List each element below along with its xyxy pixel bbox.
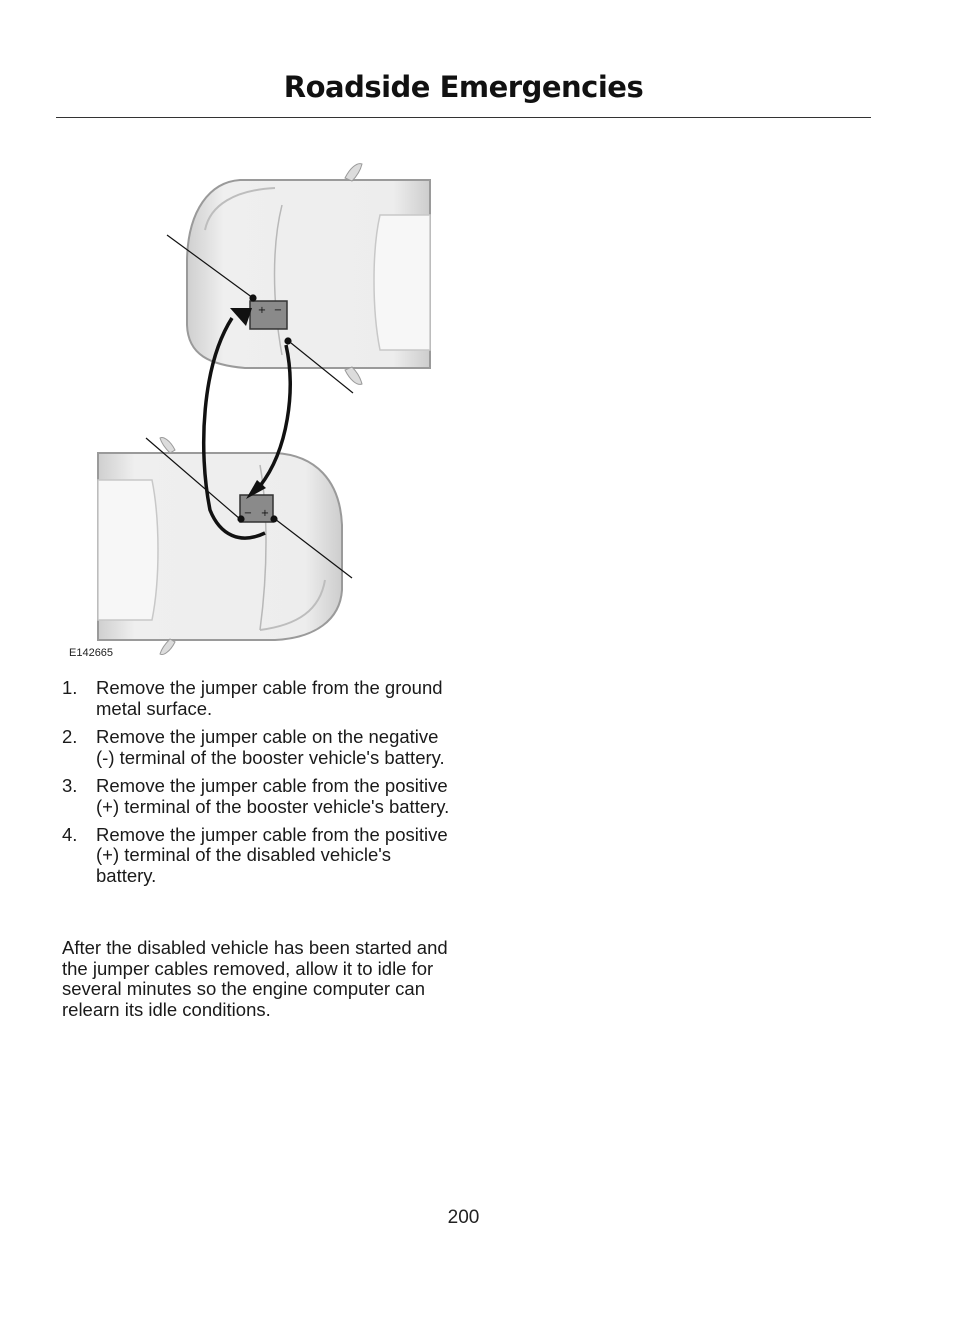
booster-vehicle-battery: [240, 495, 273, 522]
jump-start-diagram: [60, 150, 440, 665]
disabled-vehicle: [187, 164, 430, 385]
step-text: Remove the jumper cable on the negative (-) terminal of the booster vehicle's battery.: [96, 725, 445, 768]
svg-text:+: +: [260, 508, 270, 519]
step-number: 1.: [62, 677, 78, 698]
page-title: Roadside Emergencies: [283, 70, 644, 104]
step-list: [62, 678, 452, 894]
booster-vehicle: [98, 438, 342, 655]
list-item: [62, 678, 452, 719]
step-number: 2.: [62, 725, 78, 747]
disabled-vehicle-battery: [250, 301, 287, 329]
svg-text:−: −: [243, 508, 253, 519]
figure-id: E142665: [69, 647, 114, 659]
list-item: [62, 825, 452, 887]
idle-note-paragraph: After the disabled vehicle has been started and the jumper cables removed, allow it to idle for several minutes so the engine computer can relearn its idle conditions.: [62, 937, 448, 1021]
step-text: Remove the jumper cable from the ground metal surface.: [96, 677, 443, 719]
svg-text:−: −: [273, 305, 283, 316]
page-number: 200: [447, 1207, 480, 1228]
header-divider: [56, 117, 871, 118]
step-text: Remove the jumper cable from the positive (+) terminal of the booster vehicle's battery.: [96, 774, 450, 817]
list-item: [62, 776, 452, 817]
step-number: 4.: [62, 823, 78, 845]
svg-text:+: +: [257, 305, 267, 316]
list-item: [62, 727, 452, 768]
step-number: 3.: [62, 774, 78, 796]
step-text: Remove the jumper cable from the positive (+) terminal of the disabled vehicle's battery.: [96, 823, 448, 887]
